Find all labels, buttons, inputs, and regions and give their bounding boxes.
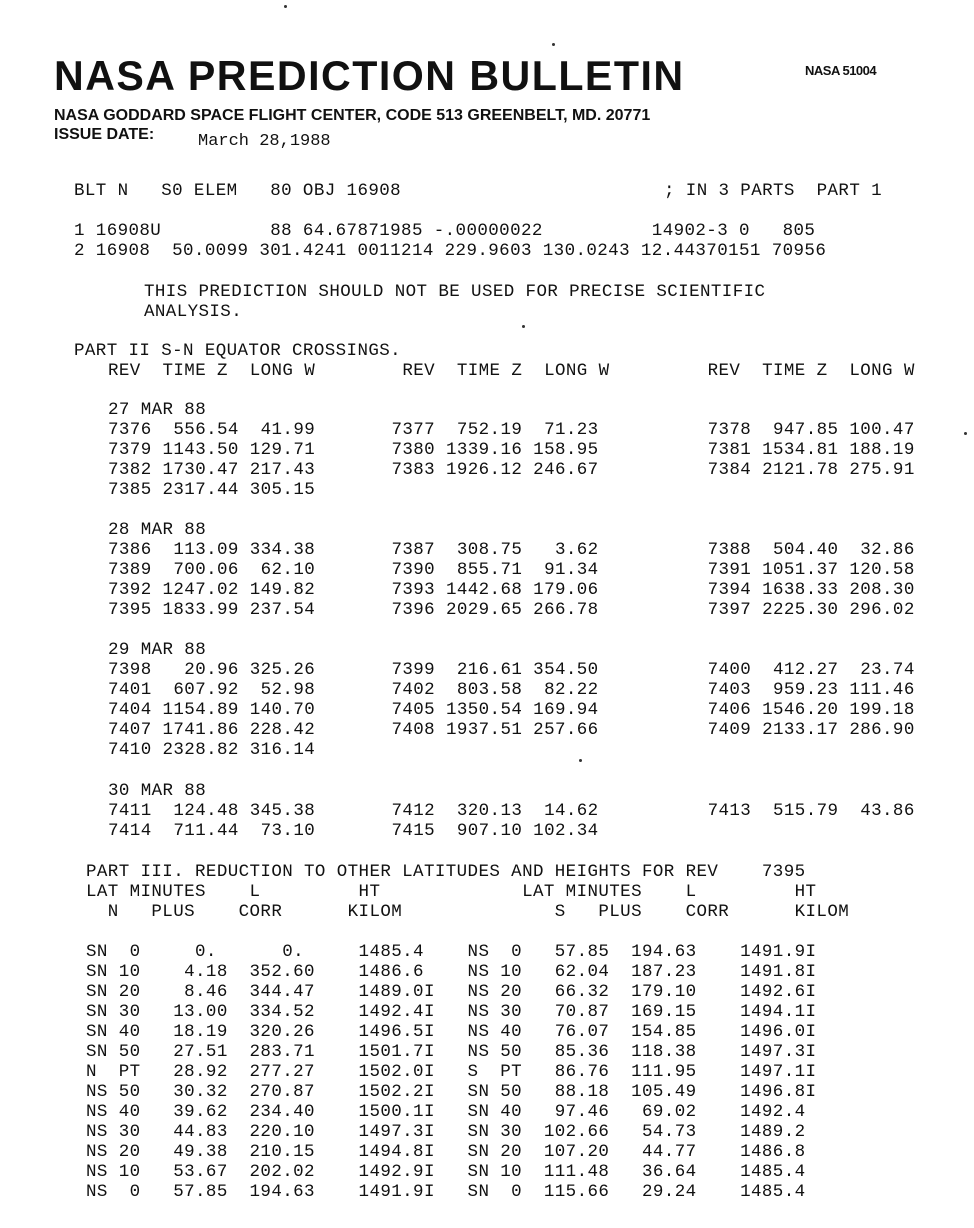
latitude-row: N PT 28.92 277.27 1502.0I S PT 86.76 111.95 1497.1I <box>86 1062 817 1082</box>
crossing-row: 7395 1833.99 237.54 7396 2029.65 266.78 7397 2225.30 296.02 <box>108 600 915 620</box>
latitude-row: NS 10 53.67 202.02 1492.9I SN 10 111.48 36.64 1485.4 <box>86 1162 806 1182</box>
day-date: 27 MAR 88 <box>108 400 207 420</box>
parts-line: ; IN 3 PARTS PART 1 <box>664 181 883 201</box>
day-date: 29 MAR 88 <box>108 640 207 660</box>
crossing-row: 7410 2328.82 316.14 <box>108 740 316 760</box>
crossing-row: 7401 607.92 52.98 7402 803.58 82.22 7403 959.23 111.46 <box>108 680 915 700</box>
warning-line-1: THIS PREDICTION SHOULD NOT BE USED FOR PRECISE SCIENTIFIC <box>144 282 766 302</box>
latitude-row: SN 0 0. 0. 1485.4 NS 0 57.85 194.63 1491.9I <box>86 942 817 962</box>
part3-title: PART III. REDUCTION TO OTHER LATITUDES AND HEIGHTS FOR REV 7395 <box>86 862 806 882</box>
latitude-row: SN 40 18.19 320.26 1496.5I NS 40 76.07 154.85 1496.0I <box>86 1022 817 1042</box>
issue-date-label: ISSUE DATE: <box>54 126 155 143</box>
crossing-row: 7407 1741.86 228.42 7408 1937.51 257.66 7409 2133.17 286.90 <box>108 720 915 740</box>
scan-speck <box>964 432 967 435</box>
crossing-row: 7382 1730.47 217.43 7383 1926.12 246.67 7384 2121.78 275.91 <box>108 460 915 480</box>
latitude-row: SN 10 4.18 352.60 1486.6 NS 10 62.04 187.23 1491.8I <box>86 962 817 982</box>
latitude-row: NS 0 57.85 194.63 1491.9I SN 0 115.66 29.24 1485.4 <box>86 1182 806 1202</box>
bulletin-id-line: BLT N S0 ELEM 80 OBJ 16908 <box>74 181 402 201</box>
crossing-row: 7376 556.54 41.99 7377 752.19 71.23 7378 947.85 100.47 <box>108 420 915 440</box>
part2-title: PART II S-N EQUATOR CROSSINGS. <box>74 341 402 361</box>
scan-speck <box>284 5 287 8</box>
document-number: NASA 51004 <box>805 63 877 78</box>
latitude-row: SN 50 27.51 283.71 1501.7I NS 50 85.36 118.38 1497.3I <box>86 1042 817 1062</box>
crossing-row: 7385 2317.44 305.15 <box>108 480 316 500</box>
crossing-row: 7386 113.09 334.38 7387 308.75 3.62 7388 504.40 32.86 <box>108 540 915 560</box>
latitude-row: NS 30 44.83 220.10 1497.3I SN 30 102.66 54.73 1489.2 <box>86 1122 806 1142</box>
day-date: 30 MAR 88 <box>108 781 207 801</box>
latitude-row: NS 40 39.62 234.40 1500.1I SN 40 97.46 69.02 1492.4 <box>86 1102 806 1122</box>
element-line-1: 1 16908U 88 64.67871985 -.00000022 14902-3 0 805 <box>74 221 816 241</box>
latitude-row: NS 20 49.38 210.15 1494.8I SN 20 107.20 44.77 1486.8 <box>86 1142 806 1162</box>
part2-column-header: REV TIME Z LONG W REV TIME Z LONG W REV TIME Z LONG W <box>108 361 915 381</box>
crossing-row: 7411 124.48 345.38 7412 320.13 14.62 7413 515.79 43.86 <box>108 801 915 821</box>
crossing-row: 7398 20.96 325.26 7399 216.61 354.50 7400 412.27 23.74 <box>108 660 915 680</box>
crossing-row: 7392 1247.02 149.82 7393 1442.68 179.06 7394 1638.33 208.30 <box>108 580 915 600</box>
crossing-row: 7379 1143.50 129.71 7380 1339.16 158.95 7381 1534.81 188.19 <box>108 440 915 460</box>
latitude-row: SN 20 8.46 344.47 1489.0I NS 20 66.32 179.10 1492.6I <box>86 982 817 1002</box>
part3-header-1: LAT MINUTES L HT LAT MINUTES L HT <box>86 882 817 902</box>
latitude-row: NS 50 30.32 270.87 1502.2I SN 50 88.18 105.49 1496.8I <box>86 1082 817 1102</box>
scan-speck <box>579 759 582 762</box>
crossing-row: 7389 700.06 62.10 7390 855.71 91.34 7391 1051.37 120.58 <box>108 560 915 580</box>
element-line-2: 2 16908 50.0099 301.4241 0011214 229.9603 130.0243 12.44370151 70956 <box>74 241 827 261</box>
center-address: NASA GODDARD SPACE FLIGHT CENTER, CODE 513 GREENBELT, MD. 20771 <box>54 107 651 124</box>
latitude-row: SN 30 13.00 334.52 1492.4I NS 30 70.87 169.15 1494.1I <box>86 1002 817 1022</box>
issue-date: March 28,1988 <box>198 132 331 151</box>
warning-line-2: ANALYSIS. <box>144 302 243 322</box>
crossing-row: 7414 711.44 73.10 7415 907.10 102.34 <box>108 821 599 841</box>
scan-speck <box>552 43 555 46</box>
day-date: 28 MAR 88 <box>108 520 207 540</box>
crossing-row: 7404 1154.89 140.70 7405 1350.54 169.94 7406 1546.20 199.18 <box>108 700 915 720</box>
part3-header-2: N PLUS CORR KILOM S PLUS CORR KILOM <box>86 902 850 922</box>
page-title: NASA PREDICTION BULLETIN <box>54 52 685 99</box>
scan-speck <box>522 325 525 328</box>
